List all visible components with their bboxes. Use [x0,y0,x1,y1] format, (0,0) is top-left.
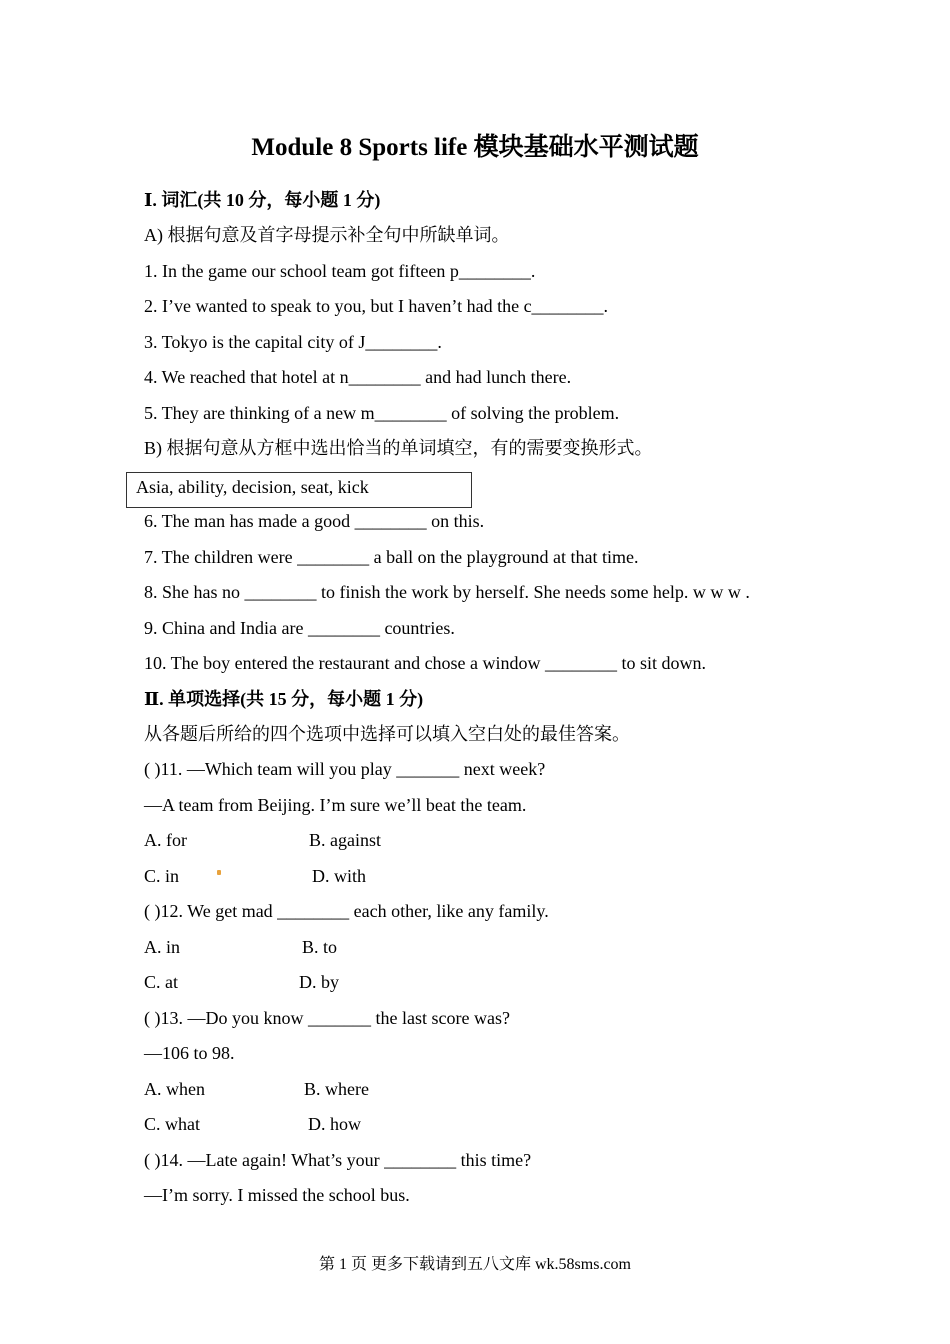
question-11-stem: ( )11. —Which team will you play _______ next week? [144,759,546,779]
question-1: 1. In the game our school team got fifteen p________. [144,261,536,281]
question-12-option-d: D. by [299,972,339,992]
page-title: Module 8 Sports life 模块基础水平测试题 [251,134,699,161]
question-12-option-b: B. to [302,937,338,957]
question-4: 4. We reached that hotel at n________ and had lunch there. [144,367,572,387]
question-12-option-c: C. at [144,972,178,992]
question-13-option-a: A. when [144,1079,205,1099]
section-2-heading: Ⅱ. 单项选择(共 15 分，每小题 1 分) [144,689,424,709]
part-b-instruction: B) 根据句意从方框中选出恰当的单词填空，有的需要变换形式。 [144,438,653,458]
word-bank-box: Asia, ability, decision, seat, kick [126,472,472,508]
question-11-reply: —A team from Beijing. I’m sure we’ll beat the team. [144,795,527,815]
question-13-option-c: C. what [144,1114,200,1134]
question-3: 3. Tokyo is the capital city of J________. [144,332,442,352]
section-1-heading: Ⅰ. 词汇(共 10 分，每小题 1 分) [144,190,381,210]
question-13-reply: —106 to 98. [144,1043,235,1063]
question-11-option-d: D. with [312,866,366,886]
question-9: 9. China and India are ________ countries. [144,618,455,638]
stray-mark [217,870,221,875]
question-6: 6. The man has made a good ________ on this. [144,511,485,531]
question-12-option-a: A. in [144,937,180,957]
question-14-reply: —I’m sorry. I missed the school bus. [144,1185,410,1205]
question-11-option-c: C. in [144,866,180,886]
question-7: 7. The children were ________ a ball on the playground at that time. [144,547,639,567]
part-a-instruction: A) 根据句意及首字母提示补全句中所缺单词。 [144,225,510,245]
question-10: 10. The boy entered the restaurant and chose a window ________ to sit down. [144,653,707,673]
question-14-stem: ( )14. —Late again! What’s your ________ this time? [144,1150,532,1170]
question-13-option-b: B. where [304,1079,369,1099]
question-5: 5. They are thinking of a new m________ of solving the problem. [144,403,620,423]
question-2: 2. I’ve wanted to speak to you, but I haven’t had the c________. [144,296,609,316]
question-8: 8. She has no ________ to finish the work by herself. She needs some help. w w w . [144,582,750,602]
question-13-stem: ( )13. —Do you know _______ the last score was? [144,1008,510,1028]
question-11-option-a: A. for [144,830,187,850]
section-2-instruction: 从各题后所给的四个选项中选择可以填入空白处的最佳答案。 [144,724,630,744]
page-footer: 第 1 页 更多下载请到五八文库 wk.58sms.com [318,1256,631,1273]
question-11-option-b: B. against [309,830,381,850]
question-12-stem: ( )12. We get mad ________ each other, like any family. [144,901,549,921]
question-13-option-d: D. how [308,1114,361,1134]
